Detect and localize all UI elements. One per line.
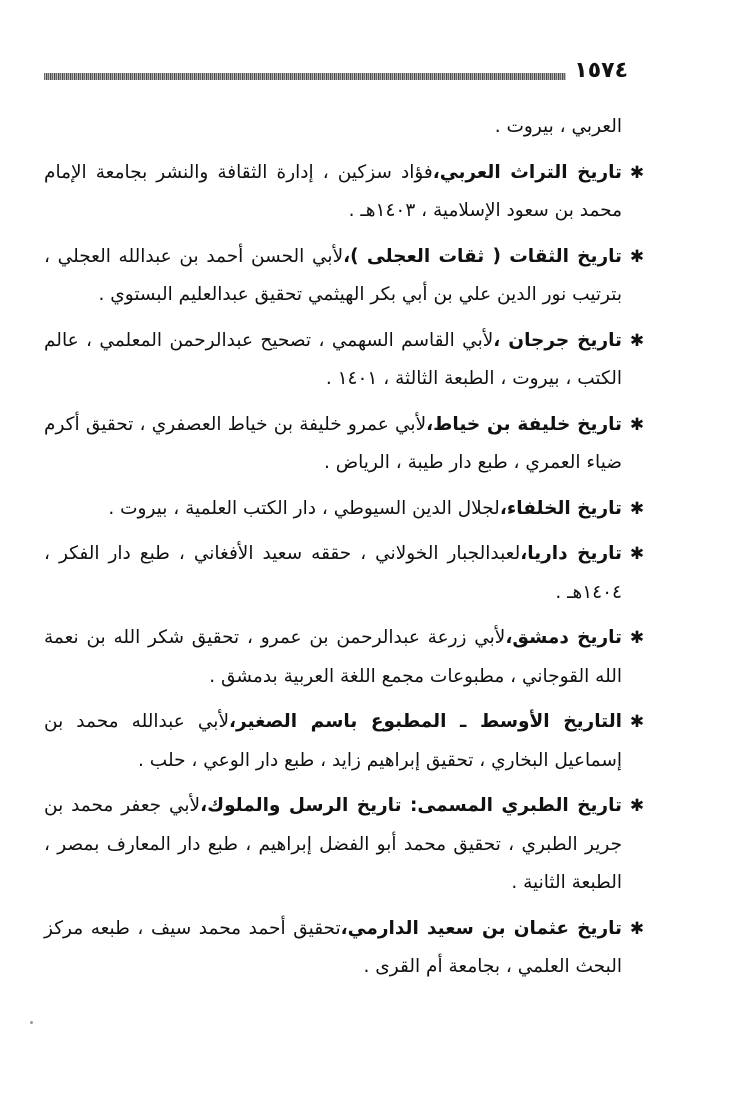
bibliography-entry [44, 703, 648, 780]
entry-details: تحقيق أحمد محمد سيف ، طبعه مركز البحث العلمي ، بجامعة أم القرى . [44, 917, 622, 977]
asterisk-bullet-icon: ✱ [629, 544, 645, 564]
entry-details: لأبي عبدالله محمد بن إسماعيل البخاري ، تحقيق إبراهيم زايد ، طبع دار الوعي ، حلب . [44, 711, 622, 771]
bibliography-entry [44, 910, 648, 987]
asterisk-bullet-icon: ✱ [629, 796, 645, 816]
entry-title: تاريخ الثقات ( ثقات العجلى )، [343, 245, 622, 267]
asterisk-bullet-icon: ✱ [629, 162, 645, 183]
asterisk-bullet-icon: ✱ [629, 246, 645, 267]
page-number: ١٥٧٤ [574, 58, 628, 83]
asterisk-bullet-icon: ✱ [629, 918, 645, 939]
entry-title: تاريخ الطبري المسمى: تاريخ الرسل والملوك، [200, 795, 622, 816]
entry-details: لجلال الدين السيوطي ، دار الكتب العلمية ، بيروت . [108, 497, 500, 519]
entry-details: لعبدالجبار الخولاني ، حققه سعيد الأفغاني ، طبع دار الفكر ، ١٤٠٤هـ . [44, 543, 622, 603]
entry-title: تاريخ الخلفاء، [499, 497, 622, 519]
entry-details: لأبي القاسم السهمي ، تصحيح عبدالرحمن المعلمي ، عالم الكتب ، بيروت ، الطبعة الثالثة ، ١٤٠١ . [44, 329, 622, 389]
entry-title: تاريخ دمشق، [505, 627, 623, 648]
entry-details: لأبي جعفر محمد بن جرير الطبري ، تحقيق محمد أبو الفضل إبراهيم ، طبع دار المعارف بمصر ، الطبعة الثانية . [44, 795, 622, 893]
entry-title: تاريخ داريا، [520, 543, 622, 564]
continued-entry [44, 108, 648, 147]
bibliography-entry [44, 154, 648, 231]
page-header [44, 56, 628, 90]
asterisk-bullet-icon: ✱ [629, 498, 645, 519]
bibliography-entry [44, 406, 648, 483]
entry-title: تاريخ جرجان ، [493, 329, 622, 351]
entry-details: لأبي عمرو خليفة بن خياط العصفري ، تحقيق أكرم ضياء العمري ، طبع دار طيبة ، الرياض . [44, 413, 622, 473]
bibliography-entry [44, 238, 648, 315]
asterisk-bullet-icon: ✱ [629, 330, 645, 351]
entry-title: تاريخ عثمان بن سعيد الدارمي، [340, 917, 622, 939]
continued-entry-text: العربي ، بيروت . [494, 116, 622, 137]
asterisk-bullet-icon: ✱ [629, 414, 645, 435]
bibliography-entry [44, 490, 648, 529]
entry-details: لأبي زرعة عبدالرحمن بن عمرو ، تحقيق شكر الله بن نعمة الله القوجاني ، مطبوعات مجمع اللغة العربية بدمشق . [44, 627, 622, 687]
header-rule [44, 73, 566, 80]
bibliography-entry [44, 619, 648, 696]
bibliography-entry [44, 535, 648, 612]
entry-title: تاريخ خليفة بن خياط، [426, 413, 622, 435]
bibliography-entry [44, 787, 648, 903]
asterisk-bullet-icon: ✱ [629, 712, 645, 732]
bibliography-list [44, 108, 648, 994]
bibliography-entry [44, 322, 648, 399]
entry-title: تاريخ التراث العربي، [432, 161, 622, 183]
entry-details: لأبي الحسن أحمد بن عبدالله العجلي ، بترتيب نور الدين علي بن أبي بكر الهيثمي تحقيق عبدالعليم البستوي . [44, 245, 622, 305]
asterisk-bullet-icon: ✱ [629, 628, 645, 648]
entry-title: التاريخ الأوسط ـ المطبوع باسم الصغير، [229, 711, 622, 732]
scan-speck [30, 1021, 33, 1024]
entry-details: فؤاد سزكين ، إدارة الثقافة والنشر بجامعة الإمام محمد بن سعود الإسلامية ، ١٤٠٣هـ . [44, 161, 622, 221]
